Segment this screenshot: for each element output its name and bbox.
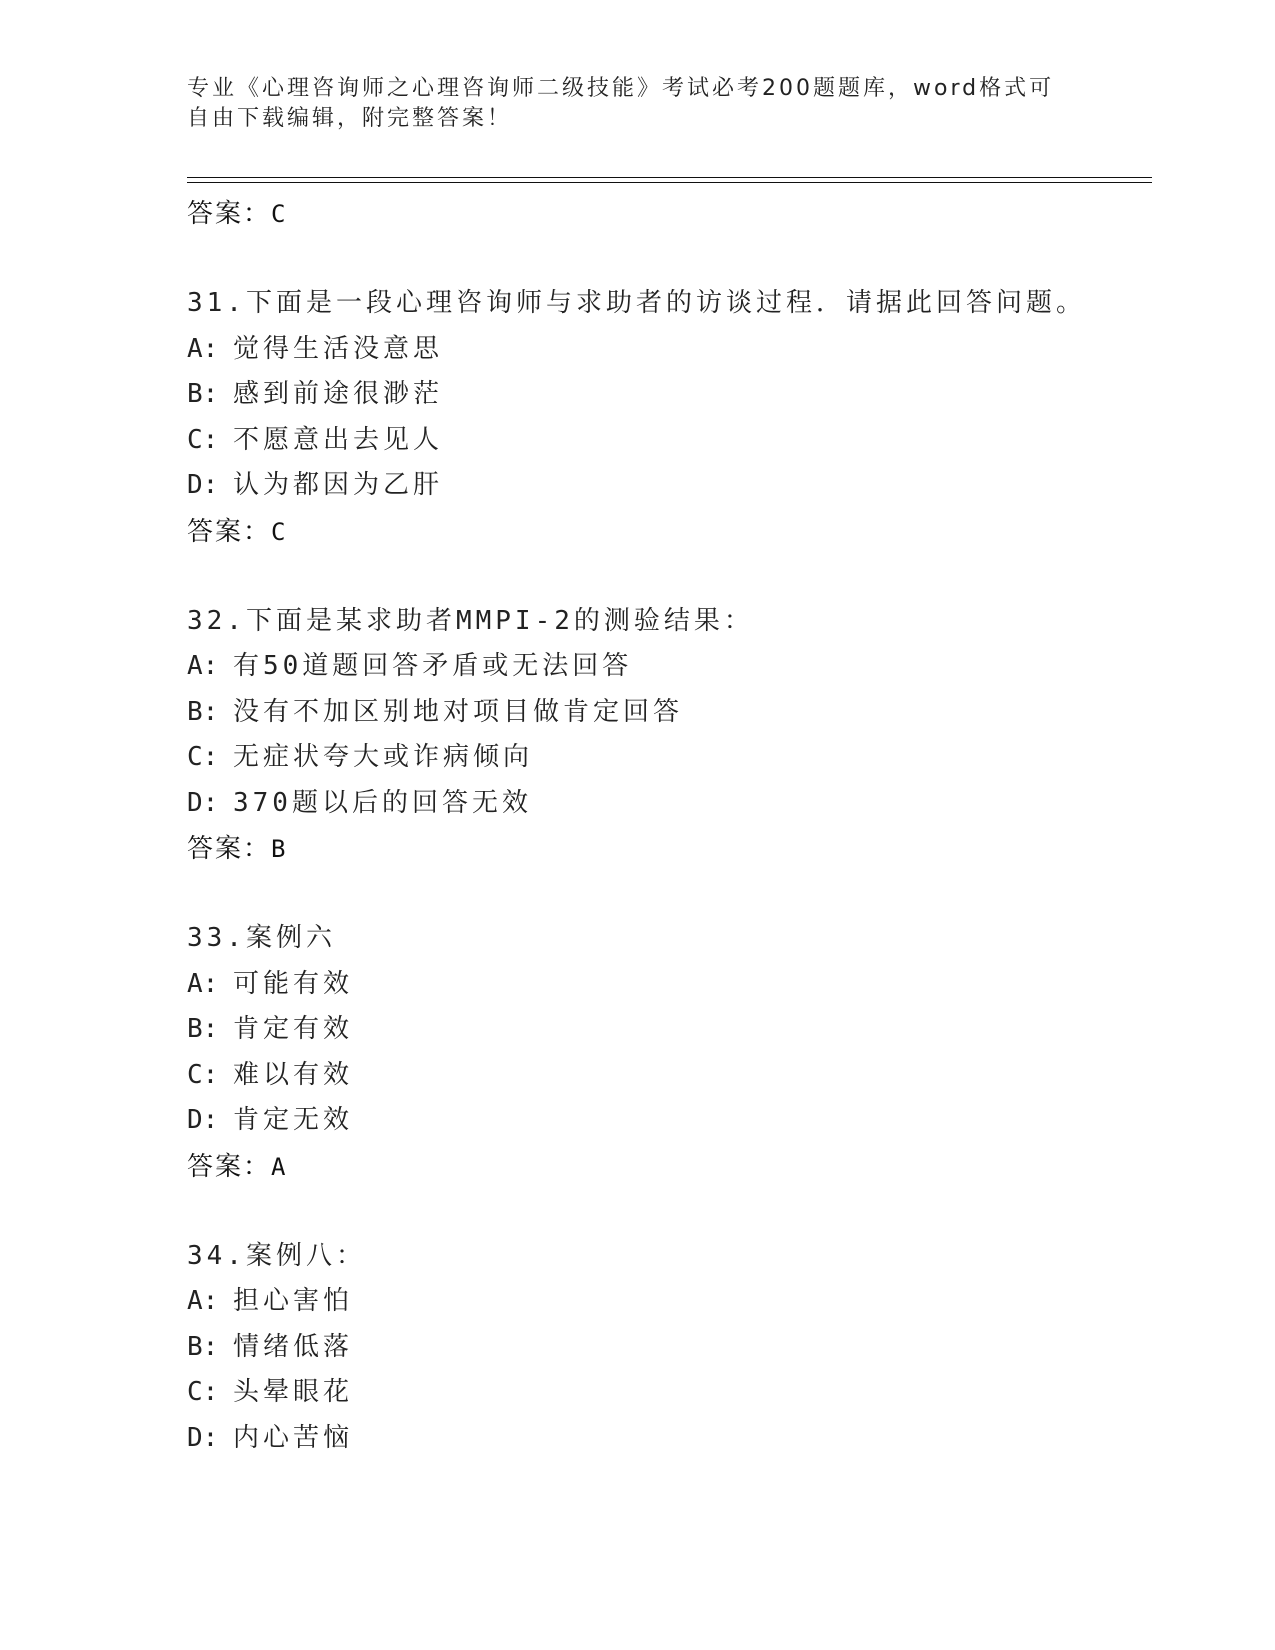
answer-line bbox=[187, 1144, 1152, 1190]
question-stem: 32.下面是某求助者MMPI-2的测验结果： bbox=[187, 605, 754, 636]
header-rule-bottom bbox=[187, 182, 1152, 183]
option-key: B: bbox=[187, 1014, 219, 1044]
option-text: 感到前途很渺茫 bbox=[233, 379, 444, 409]
option-key: A: bbox=[187, 651, 219, 681]
option-key: C: bbox=[187, 424, 219, 455]
option-text: 有50道题回答矛盾或无法回答 bbox=[233, 651, 633, 681]
option-key: A: bbox=[187, 1286, 219, 1316]
question-list bbox=[187, 191, 1152, 1461]
option-text: 可能有效 bbox=[233, 968, 354, 999]
option-line bbox=[187, 1416, 1152, 1462]
option-line bbox=[187, 1325, 1152, 1371]
option-line bbox=[187, 1279, 1152, 1325]
option-key: D: bbox=[187, 1105, 219, 1135]
option-text: 370题以后的回答无效 bbox=[233, 787, 532, 818]
option-line bbox=[187, 463, 1152, 509]
option-text: 不愿意出去见人 bbox=[233, 424, 444, 455]
option-key: B: bbox=[187, 696, 219, 727]
option-text: 没有不加区别地对项目做肯定回答 bbox=[233, 696, 684, 727]
option-line bbox=[187, 690, 1152, 736]
option-key: B: bbox=[187, 1331, 219, 1362]
option-text: 情绪低落 bbox=[233, 1331, 354, 1362]
option-key: D: bbox=[187, 470, 219, 500]
question-stem: 34.案例八： bbox=[187, 1240, 366, 1271]
answer-label: 答案： bbox=[187, 516, 272, 547]
option-line bbox=[187, 418, 1152, 464]
option-key: C: bbox=[187, 1377, 219, 1407]
answer-line bbox=[187, 826, 1152, 872]
option-key: D: bbox=[187, 787, 219, 818]
header-rule-top bbox=[187, 177, 1152, 178]
answer-value: B bbox=[271, 835, 286, 863]
answer-line bbox=[187, 509, 1152, 555]
option-line bbox=[187, 781, 1152, 827]
option-line bbox=[187, 1370, 1152, 1416]
option-line bbox=[187, 1098, 1152, 1144]
option-line bbox=[187, 372, 1152, 418]
option-text: 担心害怕 bbox=[233, 1286, 354, 1316]
option-line bbox=[187, 962, 1152, 1008]
option-text: 无症状夸大或诈病倾向 bbox=[233, 742, 534, 772]
answer-label: 答案： bbox=[187, 199, 272, 229]
option-text: 头晕眼花 bbox=[233, 1377, 354, 1407]
answer-value: C bbox=[271, 517, 286, 546]
option-text: 肯定无效 bbox=[233, 1105, 354, 1135]
answer-label: 答案： bbox=[187, 1151, 272, 1182]
option-key: A: bbox=[187, 968, 219, 999]
answer-value: C bbox=[271, 200, 286, 228]
option-key: D: bbox=[187, 1422, 219, 1453]
option-line bbox=[187, 1007, 1152, 1053]
option-key: C: bbox=[187, 742, 219, 772]
option-text: 肯定有效 bbox=[233, 1014, 354, 1044]
option-line bbox=[187, 1053, 1152, 1099]
answer-value: A bbox=[271, 1152, 286, 1181]
option-text: 觉得生活没意思 bbox=[233, 333, 444, 364]
question-stem: 33.案例六 bbox=[187, 923, 336, 953]
option-text: 难以有效 bbox=[233, 1059, 354, 1090]
answer-label: 答案： bbox=[187, 834, 272, 864]
option-key: C: bbox=[187, 1059, 219, 1090]
option-text: 内心苦恼 bbox=[233, 1422, 354, 1453]
answer-line bbox=[187, 191, 1152, 237]
option-line bbox=[187, 735, 1152, 781]
option-line bbox=[187, 644, 1152, 690]
document-header: 专业《心理咨询师之心理咨询师二级技能》考试必考200题题库，word格式可自由下载编辑，附完整答案！ bbox=[187, 76, 1055, 131]
question-stem: 31.下面是一段心理咨询师与求助者的访谈过程．请据此回答问题。 bbox=[187, 288, 1086, 318]
option-text: 认为都因为乙肝 bbox=[233, 470, 444, 500]
option-key: B: bbox=[187, 379, 219, 409]
option-line bbox=[187, 327, 1152, 373]
option-key: A: bbox=[187, 333, 219, 364]
